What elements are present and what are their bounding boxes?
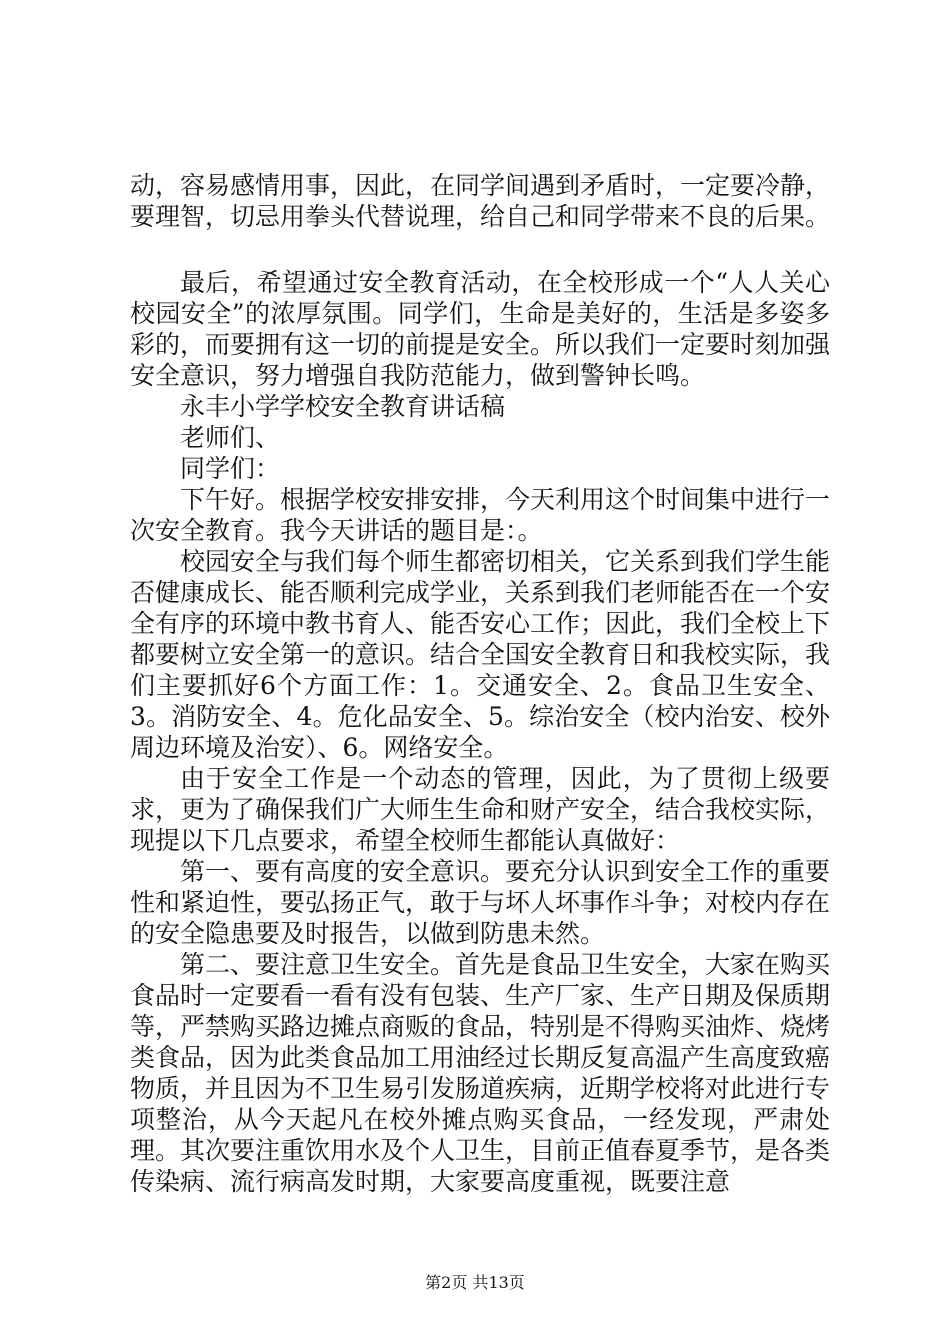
paragraph-second-point: 第二、要注意卫生安全。首先是食品卫生安全，大家在购买食品时一定要看一看有没有包装、生产厂家、生产日期及保质期等，严禁购买路边摊点商贩的食品，特别是不得购买油炸、烧烤类食品，因为此类食品加工用油经过长期反复高温产生高度致癌物质，并且因为不卫生易引发肠道疾病，近期学校将对此进行专项整治，从今天起凡在校外摊点购买食品，一经发现，严肃处理。其次要注重饮用水及个人卫生，目前正值春夏季节，是各类传染病、流行病高发时期，大家要高度重视，既要注意 <box>130 950 831 1196</box>
paragraph-campus-safety: 校园安全与我们每个师生都密切相关，它关系到我们学生能否健康成长、能否顺利完成学业，关系到我们老师能否在一个安全有序的环境中教书育人、能否安心工作；因此，我们全校上下都要树立安全第一的意识。结合全国安全教育日和我校实际，我们主要抓好6个方面工作：1。交通安全、2。食品卫生安全、3。消防安全、4。危化品安全、5。综治安全（校内治安、校外周边环境及治安）、6。网络安全。 <box>130 547 831 762</box>
paragraph-closing: 最后，希望通过安全教育活动，在全校形成一个“人人关心校园安全”的浓厚氛围。同学们，生命是美好的，生活是多姿多彩的，而要拥有这一切的前提是安全。所以我们一定要时刻加强安全意识，努力增强自我防范能力，做到警钟长鸣。 <box>130 268 831 390</box>
paragraph-greeting: 下午好。根据学校安排安排，今天利用这个时间集中进行一次安全教育。我今天讲话的题目是：。 <box>130 485 831 545</box>
paragraph-first-point: 第一、要有高度的安全意识。要充分认识到安全工作的重要性和紧迫性，要弘扬正气，敢于与坏人坏事作斗争；对校内存在的安全隐患要及时报告，以做到防患未然。 <box>130 857 831 948</box>
salutation-students: 同学们： <box>180 454 281 483</box>
document-body <box>130 170 830 1197</box>
page-number: 第2页 共13页 <box>425 1273 525 1292</box>
paragraph-continuation: 动，容易感情用事，因此，在同学间遇到矛盾时，一定要冷静，要理智，切忌用拳头代替说理，给自己和同学带来不良的后果。 <box>130 171 831 231</box>
paragraph-requirements: 由于安全工作是一个动态的管理，因此，为了贯彻上级要求，更为了确保我们广大师生生命和财产安全，结合我校实际，现提以下几点要求，希望全校师生都能认真做好： <box>130 764 831 855</box>
salutation-teachers: 老师们、 <box>180 423 281 452</box>
speech-title: 永丰小学学校安全教育讲话稿 <box>180 392 506 421</box>
